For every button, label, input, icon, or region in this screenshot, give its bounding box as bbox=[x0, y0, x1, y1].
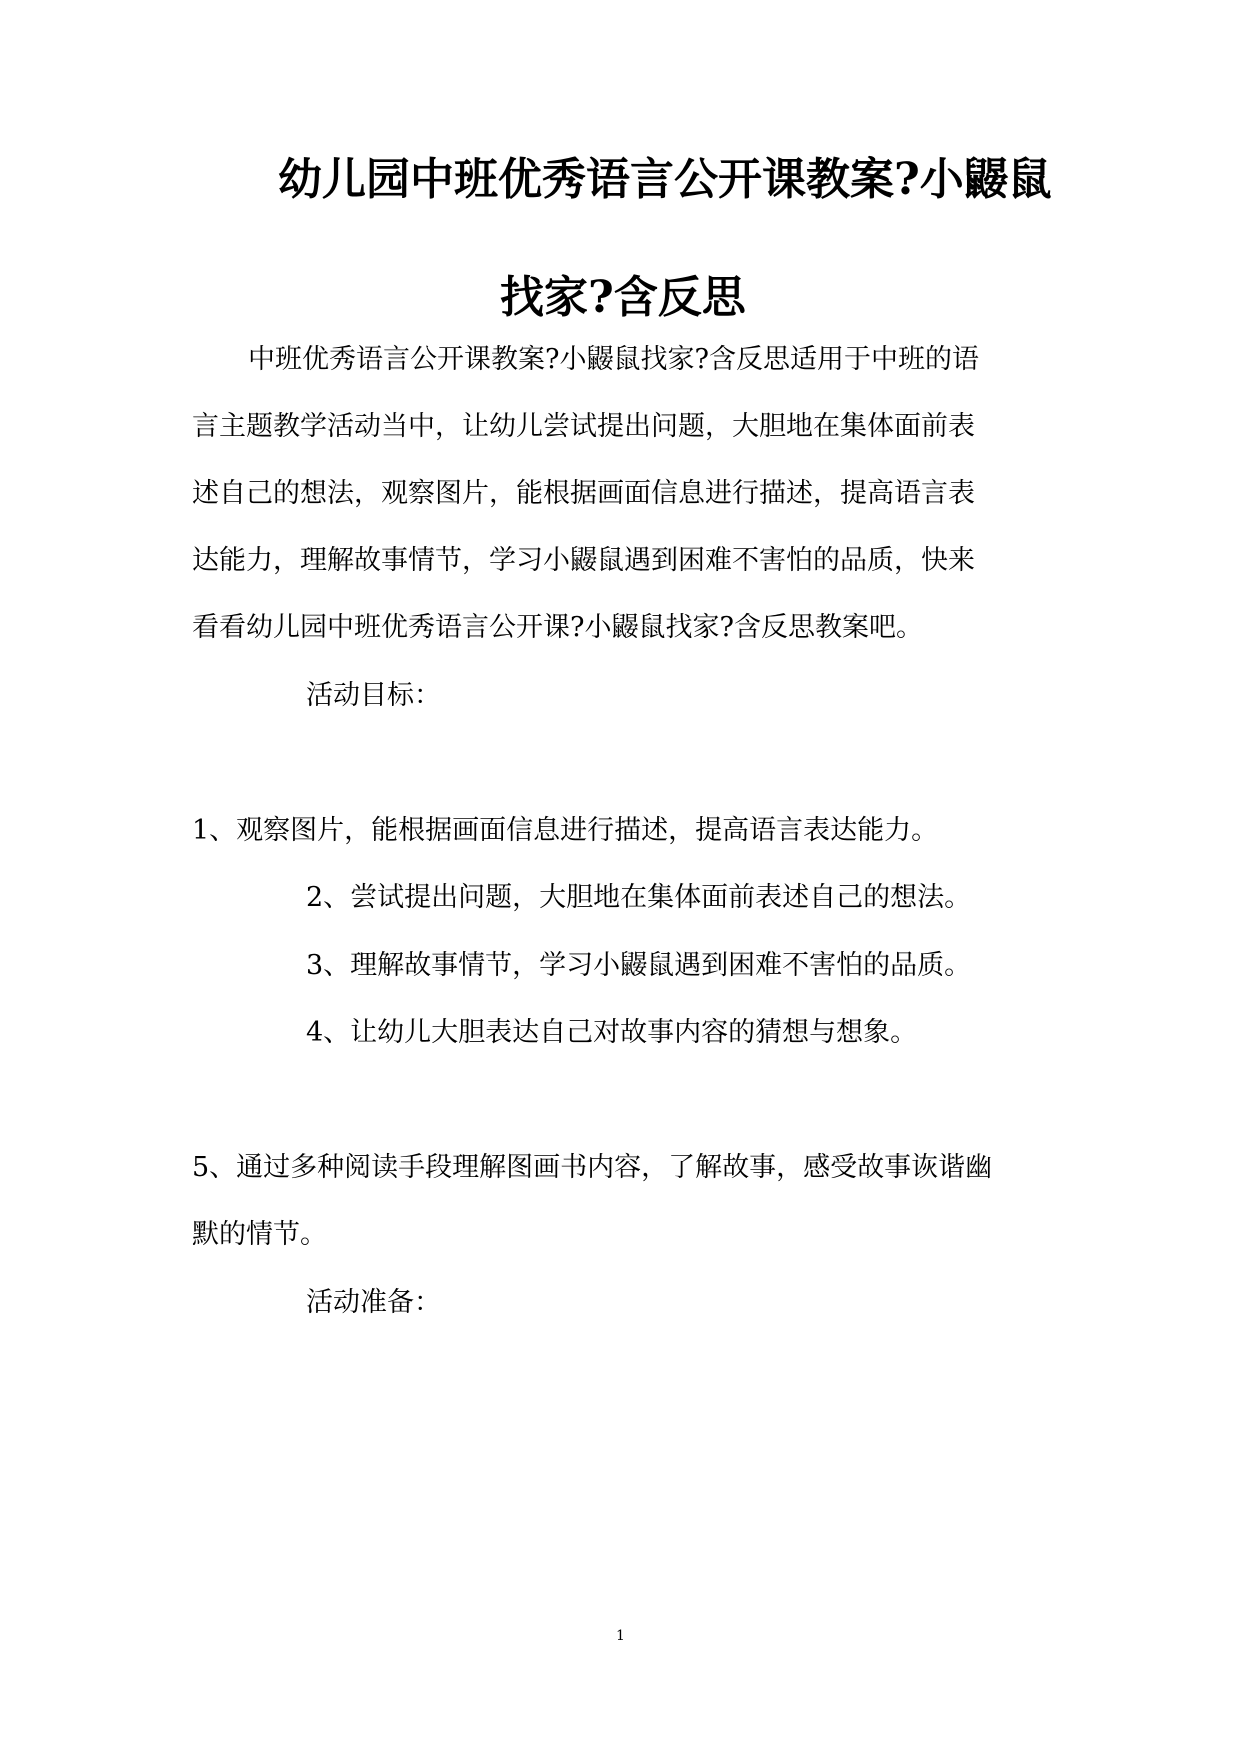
intro-line-4: 达能力，理解故事情节，学习小鼹鼠遇到困难不害怕的品质，快来 bbox=[192, 545, 975, 576]
objective-5-line-2: 默的情节。 bbox=[192, 1219, 327, 1250]
page-number: 1 bbox=[616, 1628, 625, 1644]
title-line-2: 找家?含反思 bbox=[500, 272, 746, 323]
intro-line-3: 述自己的想法，观察图片，能根据画面信息进行描述，提高语言表 bbox=[192, 478, 975, 509]
intro-line-2: 言主题教学活动当中，让幼儿尝试提出问题，大胆地在集体面前表 bbox=[192, 411, 975, 442]
intro-line-5: 看看幼儿园中班优秀语言公开课?小鼹鼠找家?含反思教案吧。 bbox=[192, 612, 923, 643]
objective-5-line-1: 5、通过多种阅读手段理解图画书内容，了解故事，感受故事诙谐幽 bbox=[192, 1152, 993, 1183]
objective-4: 4、让幼儿大胆表达自己对故事内容的猜想与想象。 bbox=[306, 1017, 918, 1048]
title-line-1: 幼儿园中班优秀语言公开课教案?小鼹鼠 bbox=[278, 154, 1052, 205]
objectives-heading: 活动目标： bbox=[306, 680, 441, 711]
objective-2: 2、尝试提出问题，大胆地在集体面前表述自己的想法。 bbox=[306, 882, 972, 913]
objective-3: 3、理解故事情节，学习小鼹鼠遇到困难不害怕的品质。 bbox=[306, 950, 972, 981]
intro-line-1: 中班优秀语言公开课教案?小鼹鼠找家?含反思适用于中班的语 bbox=[248, 344, 979, 375]
objective-1: 1、观察图片，能根据画面信息进行描述，提高语言表达能力。 bbox=[192, 815, 939, 846]
preparation-heading: 活动准备： bbox=[306, 1287, 441, 1318]
